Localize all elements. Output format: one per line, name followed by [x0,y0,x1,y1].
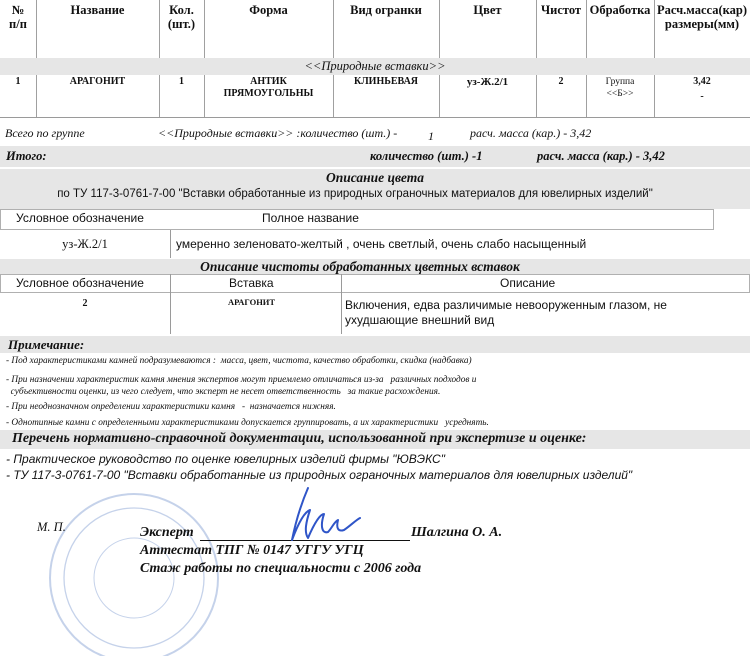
header-qty: Кол. (шт.) [167,3,196,31]
total-mass: расч. масса (кар.) - 3,42 [537,149,665,163]
handwritten-signature [272,480,362,550]
clarity-desc-col1: Условное обозначение [16,276,144,290]
group-total-label: Всего по группе [5,126,85,140]
clarity-code: 2 [82,298,88,309]
group-label: <<Природные вставки>> [304,59,446,73]
note-item: - Однотипные камни с определенными характеристиками допускается группировать, а их характеристики усреднять. [6,418,489,428]
experience: Стаж работы по специальности с 2006 года [140,561,422,576]
row-clarity: 2 [558,76,564,87]
color-desc-subtitle: по ТУ 117-3-0761-7-00 "Вставки обработанные из природных ограночных материалов для ювелирных изделий" [57,188,653,200]
note-item: - При неоднозначном определении характеристики камня - назначается нижняя. [6,402,336,412]
note-item: - При назначении характеристик камня мнения экспертов могут приемлемо отличаться из-за различных подходов и [6,375,477,385]
total-label: Итого: [6,149,47,163]
row-color: уз-Ж.2/1 [466,76,509,88]
clarity-desc-col2: Вставка [229,276,274,290]
group-total-text: <<Природные вставки>> :количество (шт.) - [158,126,398,140]
color-desc-col1: Условное обозначение [16,211,144,225]
group-total-mass: расч. масса (кар.) - 3,42 [470,126,592,140]
doc-item: - Практическое руководство по оценке ювелирных изделий фирмы "ЮВЭКС" [6,452,445,466]
header-clarity: Чистот [540,3,582,17]
row-shape: АНТИК ПРЯМОУГОЛЬНЫ [223,76,314,99]
header-num: № п/п [9,3,27,31]
row-num: 1 [15,76,21,87]
clarity-desc-title: Описание чистоты обработанных цветных вставок [200,259,520,274]
color-full-name: умеренно зеленовато-желтый , очень светлый, очень слабо насыщенный [176,237,587,251]
notes-band [0,336,750,353]
table-bottom-line [0,117,750,118]
header-shape: Форма [249,3,288,17]
header-name: Название [70,3,125,17]
grid-line [170,230,171,258]
note-item: субъективности оценки, из чего следует, что эксперт не несет ответственность за такие расхождения. [6,387,441,397]
grid-line [170,274,171,334]
row-treatment: Группа <<Б>> [605,77,635,99]
header-mass: Расч.масса(кар) размеры(мм) [656,3,748,31]
notes-title: Примечание: [8,337,85,352]
row-mass: 3,42 [693,76,711,87]
docs-title: Перечень нормативно-справочной документации, использованной при экспертизе и оценке: [12,431,587,446]
color-desc-col2: Полное название [262,211,359,225]
attestat: Аттестат ТПГ № 0147 УГГУ УГЦ [140,543,364,558]
color-desc-title: Описание цвета [326,170,424,185]
clarity-insert: АРАГОНИТ [228,297,276,307]
group-total-qty: 1 [428,129,434,143]
mp-label: М. П. [37,520,66,534]
row-cut: КЛИНЬЕВАЯ [353,76,419,87]
row-qty: 1 [179,76,184,87]
clarity-description: Включения, едва различимые невооруженным глазом, не ухудшающие внешний вид [345,298,667,327]
row-name: АРАГОНИТ [69,76,126,87]
header-color: Цвет [473,3,502,17]
header-treatment: Обработка [589,3,651,17]
header-cut: Вид огранки [350,3,422,17]
clarity-desc-col3: Описание [500,276,556,290]
total-qty: количество (шт.) -1 [370,149,483,163]
color-code: уз-Ж.2/1 [62,237,108,251]
grid-line [341,274,342,334]
expert-label: Эксперт [140,525,194,540]
expert-name: Шалгина О. А. [411,525,503,540]
note-item: - Под характеристиками камней подразумеваются : масса, цвет, чистота, качество обработки, скидка (надбавка) [6,356,472,366]
doc-item: - ТУ 117-3-0761-7-00 "Вставки обработанные из природных ограночных материалов для ювелирных изделий" [6,468,633,482]
notes-list [6,356,750,430]
row-size: - [700,91,704,102]
